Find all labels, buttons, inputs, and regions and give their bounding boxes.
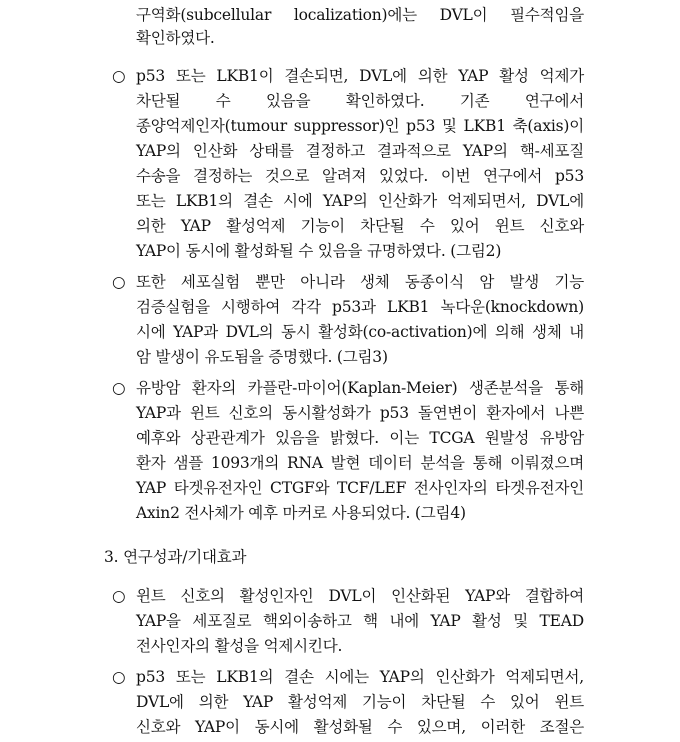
text-line: 확인하였다. <box>136 29 215 47</box>
text-line: YAP 타겟유전자인 CTGF와 TCF/LEF 전사인자의 타겟유전자인 <box>136 479 584 497</box>
text-line: DVL에 의한 YAP 활성억제 기능이 차단될 수 있어 윈트 <box>136 693 584 711</box>
text-line: 수송을 결정하는 것으로 알려져 있었다. 이번 연구에서 p53 <box>136 167 584 185</box>
text-line: 의한 YAP 활성억제 기능이 차단될 수 있어 윈트 신호와 <box>136 217 584 235</box>
text-line: YAP이 동시에 활성화될 수 있음을 규명하였다. (그림2) <box>136 242 502 260</box>
bullet-marker: ○ <box>112 273 126 291</box>
text-line: 신호와 YAP이 동시에 활성화될 수 있으며, 이러한 조절은 <box>136 718 584 736</box>
text-line: 암 발생이 유도됨을 증명했다. (그림3) <box>136 348 388 366</box>
text-line: p53 또는 LKB1이 결손되면, DVL에 의한 YAP 활성 억제가 <box>136 67 584 85</box>
text-line: 또한 세포실험 뿐만 아니라 생체 동종이식 암 발생 기능 <box>136 273 584 291</box>
section-heading: 3. 연구성과/기대효과 <box>104 548 247 566</box>
text-line: 구역화(subcellular localization)에는 DVL이 필수적임을 <box>136 6 584 24</box>
bullet-marker: ○ <box>112 67 126 85</box>
text-line: 윈트 신호의 활성인자인 DVL이 인산화된 YAP와 결합하여 <box>136 587 584 605</box>
text-line: YAP과 윈트 신호의 동시활성화가 p53 돌연변이 환자에서 나쁜 <box>136 404 584 422</box>
text-line: YAP을 세포질로 핵외이송하고 핵 내에 YAP 활성 및 TEAD <box>136 612 584 630</box>
bullet-marker: ○ <box>112 587 126 605</box>
text-line: 차단될 수 있음을 확인하였다. 기존 연구에서 <box>136 92 584 110</box>
text-line: 예후와 상관관계가 있음을 밝혔다. 이는 TCGA 원발성 유방암 <box>136 429 584 447</box>
text-line: 종양억제인자(tumour suppressor)인 p53 및 LKB1 축(axis)이 <box>136 117 584 135</box>
text-line: 환자 샘플 1093개의 RNA 발현 데이터 분석을 통해 이뤄졌으며 <box>136 454 584 472</box>
bullet-marker: ○ <box>112 668 126 686</box>
text-line: p53 또는 LKB1의 결손 시에는 YAP의 인산화가 억제되면서, <box>136 668 584 686</box>
text-line: 또는 LKB1의 결손 시에 YAP의 인산화가 억제되면서, DVL에 <box>136 192 584 210</box>
bullet-marker: ○ <box>112 379 126 397</box>
text-line: 검증실험을 시행하여 각각 p53과 LKB1 녹다운(knockdown) <box>136 298 584 316</box>
text-line: 유방암 환자의 카플란-마이어(Kaplan-Meier) 생존분석을 통해 <box>136 379 584 397</box>
text-line: 전사인자의 활성을 억제시킨다. <box>136 637 343 655</box>
text-line: YAP의 인산화 상태를 결정하고 결과적으로 YAP의 핵-세포질 <box>136 142 584 160</box>
text-line: 시에 YAP과 DVL의 동시 활성화(co-activation)에 의해 생체 내 <box>136 323 584 341</box>
text-line: Axin2 전사체가 예후 마커로 사용되었다. (그림4) <box>136 504 466 522</box>
